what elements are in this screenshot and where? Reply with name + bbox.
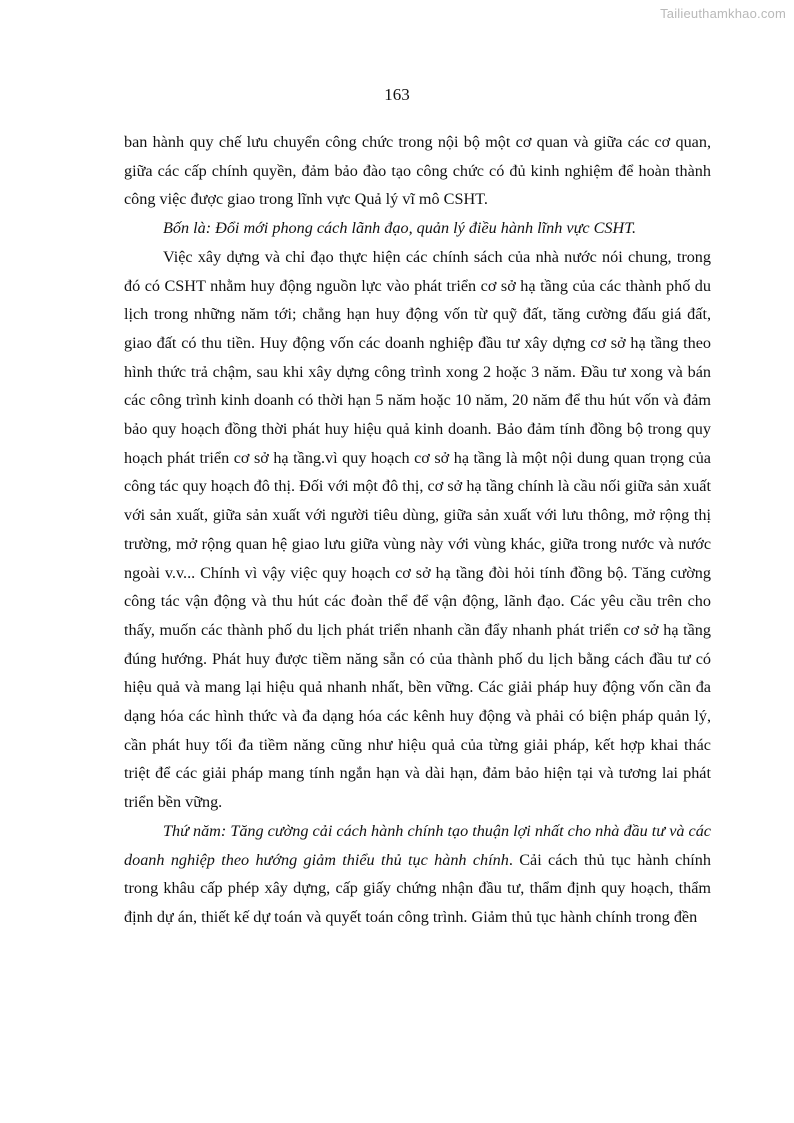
section-heading-four: Bốn là: Đổi mới phong cách lãnh đạo, quản lý điều hành lĩnh vực CSHT. xyxy=(163,219,637,238)
paragraph-body: Việc xây dựng và chỉ đạo thực hiện các chính sách của nhà nước nói chung, trong đó có CSHT nhằm huy động nguồn lực vào phát triển cơ sở hạ tầng của các thành phố du lịch trong những năm tới; chẳng hạn huy động vốn từ quỹ đất, tăng cường đấu giá đất, giao đất có thu tiền. Huy động vốn các doanh nghiệp đầu tư xây dựng cơ sở hạ tầng theo hình thức trả chậm, sau khi xây dựng công trình xong 2 hoặc 3 năm. Đầu tư xong và bán các công trình kinh doanh có thời hạn 5 năm hoặc 10 năm, 20 năm để thu hút vốn và đảm bảo quy hoạch đồng thời phát huy hiệu quả kinh doanh. Bảo đảm tính đồng bộ trong quy hoạch phát triển cơ sở hạ tầng.vì quy hoạch cơ sở hạ tầng là một nội dung quan trọng của công tác quy hoạch đô thị. Đối với một đô thị, cơ sở hạ tầng chính là cầu nối giữa sản xuất với sản xuất, giữa sản xuất với người tiêu dùng, giữa sản xuất với lưu thông, mở rộng thị trường, mở rộng quan hệ giao lưu giữa vùng này với vùng khác, giữa trong nước và nước ngoài v.v... Chính vì vậy việc quy hoạch cơ sở hạ tầng đòi hỏi tính đồng bộ. Tăng cường công tác vận động và thu hút các đoàn thể để vận động, lãnh đạo. Các yêu cầu trên cho thấy, muốn các thành phố du lịch phát triển nhanh cần đẩy nhanh phát triển cơ sở hạ tầng đúng hướng. Phát huy được tiềm năng sẵn có của thành phố du lịch bằng cách đầu tư có hiệu quả và mang lại hiệu quả nhanh nhất, bền vững. Các giải pháp huy động vốn cần đa dạng hóa các hình thức và đa dạng hóa các kênh huy động và phải có biện pháp quản lý, cần phát huy tối đa tiềm năng cũng như hiệu quả của từng giải pháp, kết hợp khai thác triệt để các giải pháp mang tính ngắn hạn và dài hạn, đảm bảo hiện tại và tương lai phát triển bền vững. xyxy=(124,247,711,812)
document-body xyxy=(124,128,711,932)
page-number: 163 xyxy=(384,85,410,104)
section-five-text: . Cải cách thủ tục hành chính trong khâu cấp phép xây dựng, cấp giấy chứng nhận đầu tư, thẩm định quy hoạch, thẩm định dự án, thiết kế dự toán và quyết toán công trình. Giảm thủ tục hành chính trong đền xyxy=(124,850,711,926)
section-heading-five: Thứ năm: Tăng cường cải cách hành chính tạo thuận lợi nhất cho nhà đầu tư và các doanh nghiệp theo hướng giảm thiểu thủ tục hành chính xyxy=(124,821,711,869)
paragraph-section-five xyxy=(124,817,711,932)
watermark: Tailieuthamkhao.com xyxy=(660,6,786,21)
paragraph-continuation: ban hành quy chế lưu chuyển công chức trong nội bộ một cơ quan và giữa các cơ quan, giữa các cấp chính quyền, đảm bảo đào tạo công chức có đủ kinh nghiệm để hoàn thành công việc được giao trong lĩnh vực Quả lý vĩ mô CSHT. xyxy=(124,133,711,209)
